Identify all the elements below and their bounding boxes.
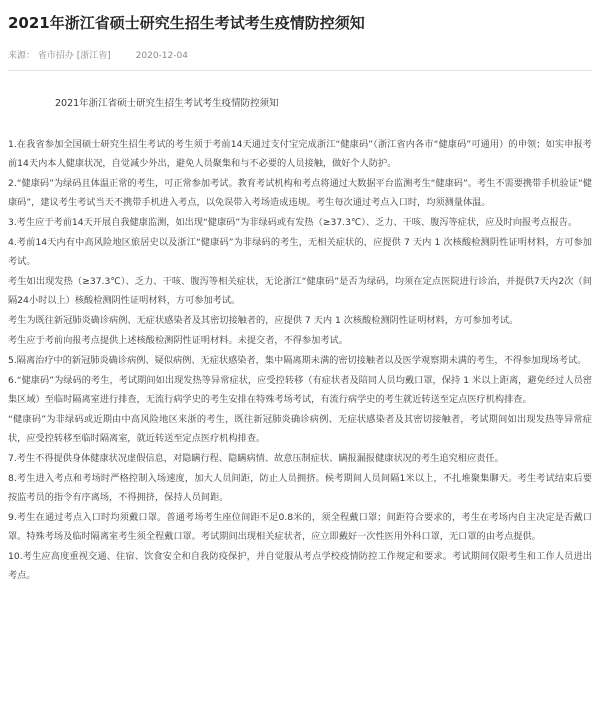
paragraph-9: 9.考生在通过考点入口时均须戴口罩。普通考场考生座位间距不足0.8米的，须全程戴口罩；间距符合要求的，考生在考场内自主决定是否戴口罩。特殊考场及临时隔离室考生须全程戴口罩。考试期间出现相关症状者，应立即戴好一次性医用外科口罩，无口罩的由考点提供。 xyxy=(8,512,592,542)
paragraph-6-nongreen: “健康码”为非绿码或近期由中高风险地区来浙的考生，既往新冠肺炎确诊病例、无症状感染者及其密切接触者，考试期间如出现发热等异常症状，应受控转移至临时隔离室，就近转送至定点医疗机构排查。 xyxy=(8,414,592,444)
article-body xyxy=(8,135,592,585)
source-label: 来源： xyxy=(8,51,36,61)
paragraph-5: 5.隔离治疗中的新冠肺炎确诊病例、疑似病例、无症状感染者，集中隔离期未满的密切接触者以及医学观察期未满的考生，不得参加现场考试。 xyxy=(8,355,587,366)
paragraph-4: 4.考前14天内有中高风险地区旅居史以及浙江“健康码”为非绿码的考生，无相关症状的，应提供 7 天内 1 次核酸检测阴性证明材料，方可参加考试。 xyxy=(8,237,592,267)
paragraph-6: 6.“健康码”为绿码的考生，考试期间如出现发热等异常症状，应受控转移（有症状者及陪同人员均戴口罩，保持 1 米以上距离，避免经过人员密集区域）至临时隔离室进行排查，无流行病学史的考生安排在特殊考场考试，有流行病学史的考生就近转送至定点医疗机构排查。 xyxy=(8,375,592,405)
paragraph-2: 2.“健康码”为绿码且体温正常的考生，可正常参加考试。教育考试机构和考点将通过大数据平台监测考生“健康码”。考生不需要携带手机验证“健康码”，建议考生考试当天不携带手机进入考点，以免误带入考场造成违规。考生每次通过考点入口时，均须测量体温。 xyxy=(8,178,592,208)
article-title: 2021年浙江省硕士研究生招生考试考生疫情防控须知 xyxy=(8,14,365,32)
paragraph-4-symptoms: 考生如出现发热（≥37.3℃）、乏力、干咳、腹泻等相关症状，无论浙江“健康码”是否为绿码，均须在定点医院进行诊治，并提供7天内2次（间隔24小时以上）核酸检测阴性证明材料，方可参加考试。 xyxy=(8,276,592,306)
paragraph-10: 10.考生应高度重视交通、住宿、饮食安全和自我防疫保护，并自觉服从考点学校疫情防控工作规定和要求。考试期间仅限考生和工作人员进出考点。 xyxy=(8,551,592,581)
source-link[interactable]: 省市招办 [浙江省] xyxy=(37,51,111,61)
paragraph-8: 8.考生进入考点和考场时严格控制入场速度，加大人员间距，防止人员拥挤。候考期间人员间隔1米以上，不扎堆聚集聊天。考生考试结束后要按监考员的指令有序离场，不得拥挤，保持人员间距。 xyxy=(8,473,592,503)
paragraph-1: 1.在我省参加全国硕士研究生招生考试的考生须于考前14天通过支付宝完成浙江“健康码”（浙江省内各市“健康码”可通用）的申领；如实申报考前14天内本人健康状况，自觉减少外出，避免人员聚集和与不必要的人员接触，做好个人防护。 xyxy=(8,139,592,169)
paragraph-4-prior-cases: 考生为既往新冠肺炎确诊病例、无症状感染者及其密切接触者的，应提供 7 天内 1 次核酸检测阴性证明材料，方可参加考试。 xyxy=(8,315,519,326)
publish-date: 2020-12-04 xyxy=(135,51,188,61)
article-meta xyxy=(8,50,592,62)
paragraph-4-submission: 考生应于考前向报考点提供上述核酸检测阴性证明材料。未提交者，不得参加考试。 xyxy=(8,335,348,346)
paragraph-3: 3.考生应于考前14天开展自我健康监测，如出现“健康码”为非绿码或有发热（≥37.3℃）、乏力、干咳、腹泻等症状，应及时向报考点报告。 xyxy=(8,217,578,228)
document-subtitle: 2021年浙江省硕士研究生招生考试考生疫情防控须知 xyxy=(55,98,279,109)
paragraph-7: 7.考生不得提供身体健康状况虚假信息，对隐瞒行程、隐瞒病情、故意压制症状、瞒报漏报健康状况的考生追究相应责任。 xyxy=(8,453,504,464)
title-divider xyxy=(8,70,592,71)
